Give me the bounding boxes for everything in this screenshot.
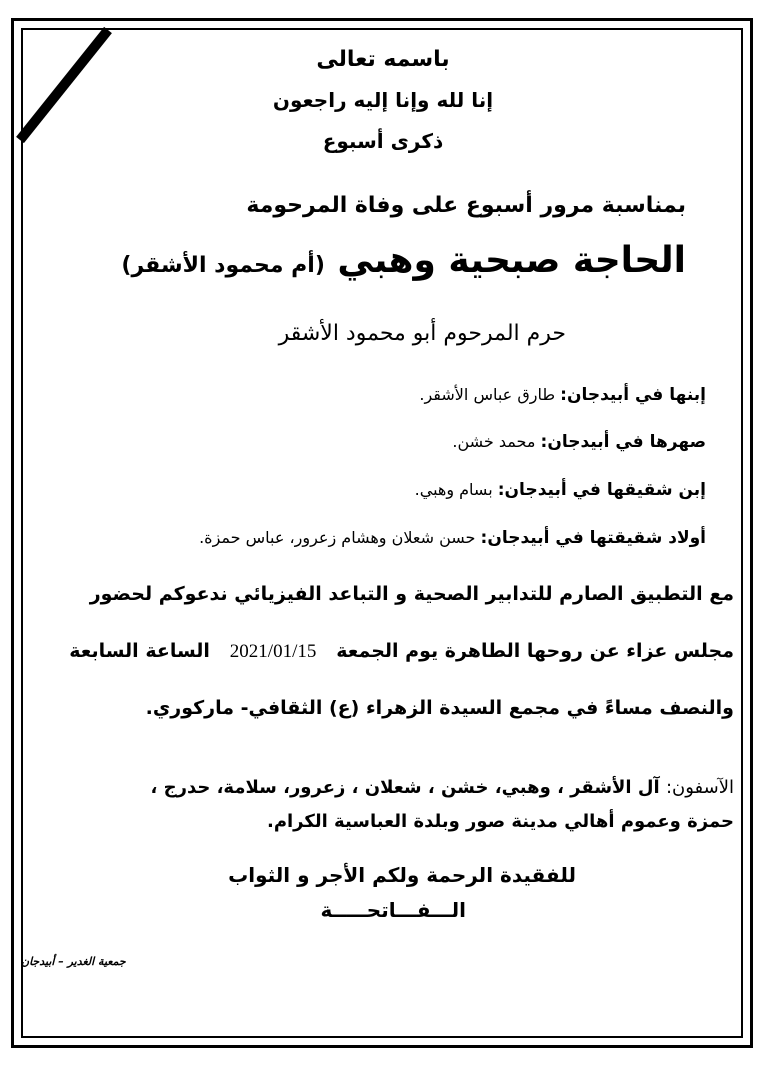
mourners-line-1 [151, 777, 735, 798]
deceased-name: الحاجة صبحية وهبي [337, 240, 686, 281]
basmala: باسمه تعالى [316, 47, 450, 72]
mourners-label: الآسفون: [665, 777, 734, 798]
spouse-line: حرم المرحوم أبو محمود الأشقر [278, 321, 566, 346]
verse: إنا لله وإنا إليه راجعون [272, 88, 494, 112]
deceased-name-line [121, 240, 686, 281]
event-date: 2021/01/15 [229, 641, 317, 662]
relative-label: إبنها في أبيدجان: [560, 385, 706, 405]
relative-value: محمد خشن. [452, 432, 536, 451]
relative-line [199, 528, 706, 548]
occasion-title: ذكرى أسبوع [322, 129, 444, 153]
organization-signature: جمعية الغدير – أبيدجان [21, 955, 126, 968]
relative-value: حسن شعلان وهشام زعرور، عباس حمزة. [199, 528, 476, 547]
relative-label: أولاد شقيقتها في أبيدجان: [480, 528, 706, 548]
notice-content [21, 35, 736, 1025]
invitation-line-2 [69, 640, 734, 663]
closing-fatiha: الـــفـــاتحـــــة [320, 898, 466, 922]
relative-label: صهرها في أبيدجان: [540, 432, 706, 452]
deceased-kunya: (أم محمود الأشقر) [121, 253, 325, 278]
invitation-line-1: مع التطبيق الصارم للتدابير الصحية و التباعد الفيزيائي ندعوكم لحضور [89, 583, 734, 605]
invitation-time: الساعة السابعة [69, 640, 210, 662]
relative-line [452, 432, 706, 452]
relative-value: طارق عباس الأشقر. [419, 385, 556, 404]
invitation-text: مجلس عزاء عن روحها الطاهرة يوم الجمعة [336, 640, 734, 662]
relative-line [419, 385, 706, 405]
occasion-intro: بمناسبة مرور أسبوع على وفاة المرحومة [246, 193, 686, 218]
invitation-line-3: والنصف مساءً في مجمع السيدة الزهراء (ع) الثقافي- ماركوري. [145, 697, 734, 719]
mourners-families: آل الأشقر ، وهبي، خشن ، شعلان ، زعرور، سلامة، حدرج ، [150, 777, 660, 798]
closing-prayer: للفقيدة الرحمة ولكم الأجر و الثواب [228, 863, 576, 887]
mourners-line-2: حمزة وعموم أهالي مدينة صور وبلدة العباسية الكرام. [266, 811, 734, 832]
relative-label: إبن شقيقها في أبيدجان: [497, 480, 706, 500]
relative-line [415, 480, 706, 500]
relative-value: بسام وهبي. [414, 480, 493, 499]
